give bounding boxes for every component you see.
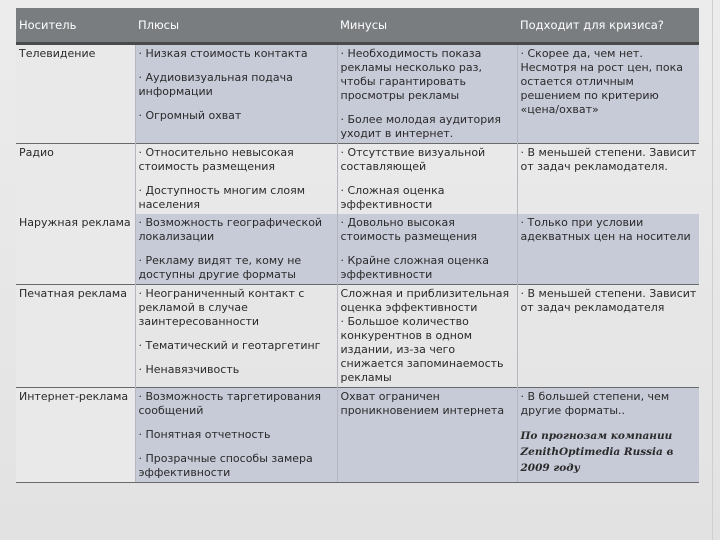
cons-item: · Крайне сложная оценка эффективности [340,254,489,281]
cons-item: · Более молодая аудитория уходит в интернет. [340,113,501,140]
pros-item: · Возможность географической локализации [138,216,323,243]
pros-item: · Ненавязчивость [138,363,240,376]
pros-cell [135,388,337,483]
forecast-note: По прогнозам компании ZenithOptimedia Russia в 2009 году [520,430,674,474]
table-row [16,285,699,388]
pros-item: · Неограниченный контакт с рекламой в случае заинтересованности [138,287,305,328]
medium-cell: Интернет-реклама [16,388,135,483]
table-row [16,44,699,144]
pros-item: · Низкая стоимость контакта [138,47,308,60]
header-medium: Носитель [16,8,135,44]
pros-item: · Рекламу видят те, кому не доступны другие форматы [138,254,302,281]
cons-cell [337,144,517,215]
cons-item: · Сложная оценка эффективности [340,184,445,211]
pros-cell [135,144,337,215]
table-row [16,144,699,215]
pros-cell [135,44,337,144]
cons-item: · Большое количество конкурентнов в одном издании, из-за чего снижается запоминаемость рекламы [340,315,504,384]
header-pros: Плюсы [135,8,337,44]
cons-item: · Необходимость показа рекламы несколько раз, чтобы гарантировать просмотры рекламы [340,47,482,102]
cons-cell [337,285,517,388]
pros-item: · Прозрачные способы замера эффективности [138,452,313,479]
medium-cell: Наружная реклама [16,214,135,285]
cons-item: Сложная и приблизительная оценка эффективности [340,287,510,314]
fit-cell [517,214,699,285]
medium-cell: Печатная реклама [16,285,135,388]
table-header-row [16,8,699,44]
fit-cell [517,144,699,215]
pros-cell [135,214,337,285]
fit-item: · Скорее да, чем нет. Несмотря на рост цен, пока остается отличным решением по критерию «цена/охват» [520,47,683,116]
medium-cell: Телевидение [16,44,135,144]
cons-item: · Отсутствие визуальной составляющей [340,146,486,173]
cons-item: Охват ограничен проникновением интернета [340,390,505,417]
pros-cell [135,285,337,388]
pros-item: · Понятная отчетность [138,428,271,441]
pros-item: · Огромный охват [138,109,242,122]
table-row [16,388,699,483]
fit-cell [517,44,699,144]
pros-item: · Возможность таргетирования сообщений [138,390,322,417]
header-fit: Подходит для кризиса? [517,8,699,44]
header-cons: Минусы [337,8,517,44]
cons-cell [337,388,517,483]
fit-item: · В меньшей степени. Зависит от задач рекламодателя. [520,146,697,173]
cons-cell [337,214,517,285]
pros-item: · Доступность многим слоям населения [138,184,305,211]
media-comparison-table [16,8,699,483]
pros-item: · Тематический и геотаргетинг [138,339,321,352]
medium-cell: Радио [16,144,135,215]
fit-item: · В меньшей степени. Зависит от задач рекламодателя [520,287,697,314]
fit-item: · Только при условии адекватных цен на носители [520,216,691,243]
fit-cell [517,388,699,483]
pros-item: · Относительно невысокая стоимость размещения [138,146,294,173]
fit-item: · В большей степени, чем другие форматы.. [520,390,670,417]
edge-line [712,0,713,540]
cons-cell [337,44,517,144]
table-row [16,214,699,285]
fit-cell [517,285,699,388]
cons-item: · Довольно высокая стоимость размещения [340,216,478,243]
pros-item: · Аудиовизуальная подача информации [138,71,293,98]
